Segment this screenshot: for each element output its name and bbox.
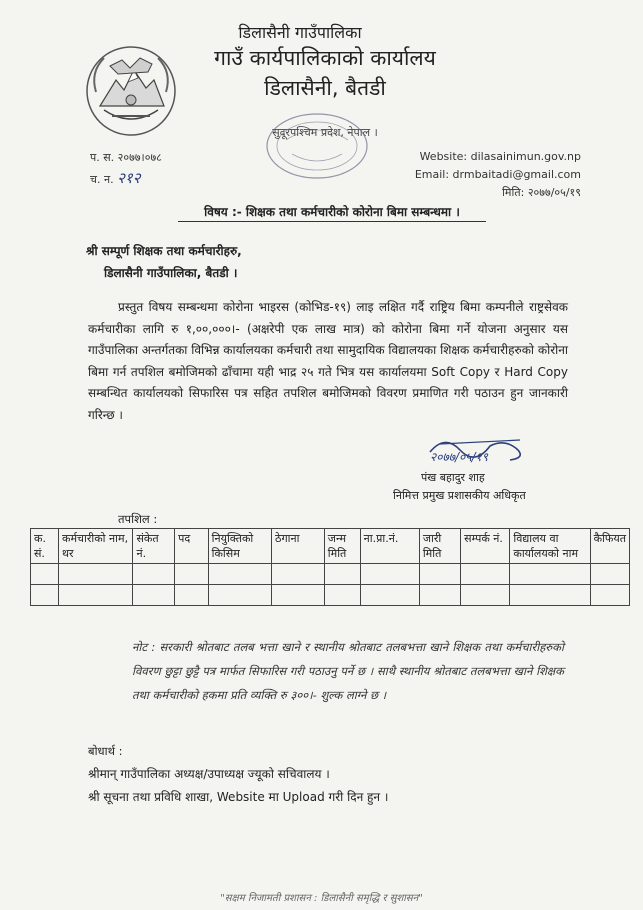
dispatch-label: च. न. xyxy=(90,173,114,186)
signatory-name: पंख बहादुर शाह xyxy=(421,471,485,484)
province-name: सुदूरपश्चिम प्रदेश, नेपाल । xyxy=(272,126,378,139)
cc-line-2: श्री सूचना तथा प्रविधि शाखा, Website मा Upload गरी दिन हुन । xyxy=(88,790,389,804)
letter-date: मिति: २०७७/०५/१९ xyxy=(502,186,581,199)
annex-table xyxy=(30,528,630,606)
addressee-line-1: श्री सम्पूर्ण शिक्षक तथा कर्मचारीहरु, xyxy=(86,244,242,258)
col-issue-date: जारी मिति xyxy=(419,529,460,564)
signatory-title: निमित्त प्रमुख प्रशासकीय अधिकृत xyxy=(393,489,526,502)
col-remarks: कैफियत xyxy=(590,529,629,564)
dispatch-number-label xyxy=(90,168,141,188)
col-serial: क. सं. xyxy=(31,529,59,564)
annex-label: तपशिल : xyxy=(118,512,158,526)
office-location: डिलासैनी, बैतडी xyxy=(264,76,386,100)
cc-label: बोधार्थ : xyxy=(88,744,123,758)
col-office-name: विद्यालय वा कार्यालयको नाम xyxy=(510,529,590,564)
col-address: ठेगाना xyxy=(272,529,325,564)
table-row xyxy=(31,585,630,606)
office-name: गाउँ कार्यपालिकाको कार्यालय xyxy=(214,46,436,70)
footer-slogan: "सक्षम निजामती प्रशासन : डिलासैनी समृद्धि र सुशासन" xyxy=(220,893,423,904)
annex-header-row xyxy=(31,529,630,564)
note-paragraph: नोट : सरकारी श्रोतबाट तलब भत्ता खाने र स्थानीय श्रोतबाट तलबभत्ता खाने शिक्षक तथा कर्मचारीहरुको विवरण छुट्टा छुट्टै पत्र मार्फत सिफारिस गरी पठाउनु पर्ने छ । साथै स्थानीय श्रोतबाट तलबभत्ता खाने शिक्षक तथा कर्मचारीको हकमा प्रति व्यक्ति रु ३००।- शुल्क लाग्ने छ । xyxy=(132,640,564,702)
municipality-name: डिलासैनी गाउँपालिका xyxy=(238,23,362,42)
cc-line-1: श्रीमान् गाउँपालिका अध्यक्ष/उपाध्यक्ष ज्यूको सचिवालय । xyxy=(88,767,330,781)
website-line: Website: dilasainimun.gov.np xyxy=(419,150,581,163)
col-appointment-type: नियुक्तिको किसिम xyxy=(208,529,271,564)
email-line: Email: drmbaitadi@gmail.com xyxy=(414,168,581,181)
table-row xyxy=(31,564,630,585)
col-citizenship-number: ना.प्रा.नं. xyxy=(360,529,419,564)
reference-number: प. स. २०७७।०७८ xyxy=(90,151,162,164)
col-birth-date: जन्म मिति xyxy=(324,529,360,564)
office-stamp xyxy=(262,110,372,182)
signature-date: २०७७/०५/१९ xyxy=(430,450,489,464)
col-position: पद xyxy=(175,529,208,564)
letter-subject: विषय :- शिक्षक तथा कर्मचारीको कोरोना बिमा सम्बन्धमा । xyxy=(178,203,486,222)
col-code-number: संकेत नं. xyxy=(133,529,175,564)
col-contact-number: सम्पर्क नं. xyxy=(461,529,510,564)
col-employee-name: कर्मचारीको नाम, थर xyxy=(59,529,133,564)
dispatch-number-value: २१२ xyxy=(117,169,141,187)
letter-body: प्रस्तुत विषय सम्बन्धमा कोरोना भाइरस (कोभिड-१९) लाइ लक्षित गर्दै राष्ट्रिय बिमा कम्पनीले राष्ट्रसेवक कर्मचारीका लागि रु १,००,०००।- (अक्षरेपी एक लाख मात्र) को कोरोना बिमा गर्ने योजना अनुसार यस गाउँपालिका अन्तर्गतका विभिन्न कार्यालयका कर्मचारी तथा सामुदायिक विद्यालयका शिक्षक कर्मचारीहरुको कोरोना बिमा गर्न तपशिल बमोजिमको ढाँचामा यही भाद्र २५ गते भित्र यस कार्यालयमा Soft Copy र Hard Copy सम्बन्धित कार्यालयको सिफारिस पत्र सहित तपशिल बमोजिमको विवरण प्रमाणित गरी पठाउन हुन जानकारी गरिन्छ । xyxy=(88,300,568,422)
addressee-line-2: डिलासैनी गाउँपालिका, बैतडी । xyxy=(104,266,238,280)
